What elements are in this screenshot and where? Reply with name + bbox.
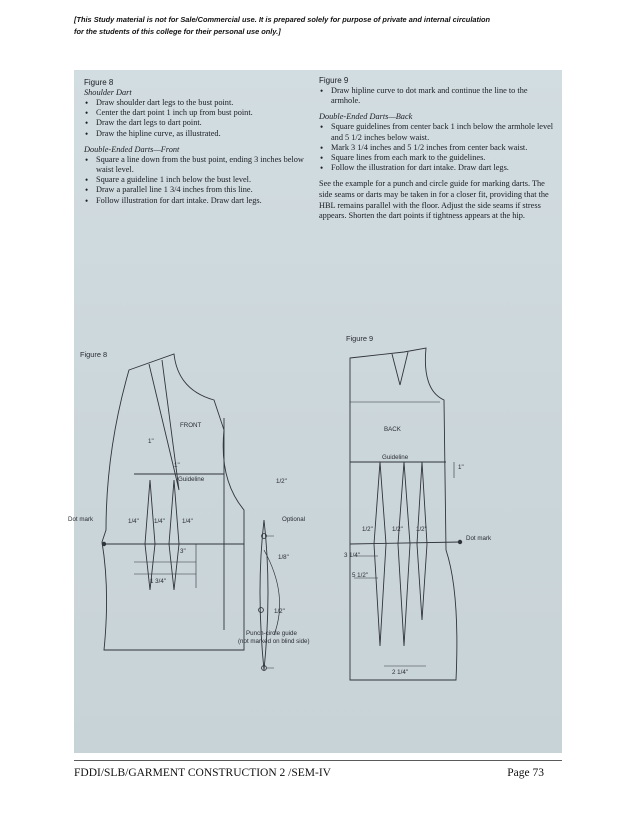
punch-caption-line-1: Punch-circle guide [246,630,297,637]
back-label-5-1-2: 5 1/2" [352,572,368,579]
label-quarter-3: 1/4" [182,518,193,525]
front-dart-1 [145,480,155,590]
front-bodice-outline [102,354,244,650]
front-dot-mark-label: Dot mark [68,516,94,523]
back-label-1-inch: 1" [458,464,464,471]
list-item: • Square a line down from the bust point, ending 3 inches below waist level. [84,155,309,175]
disclaimer-line-2: for the students of this college for their personal use only.] [74,27,281,36]
front-label: FRONT [180,422,202,429]
double-ended-back-title: Double-Ended Darts—Back [319,112,413,122]
footer-course-title: FDDI/SLB/GARMENT CONSTRUCTION 2 /SEM-IV [74,767,331,779]
back-dart-2 [398,462,410,646]
list-item: • Draw shoulder dart legs to the bust point. [84,98,309,108]
label-quarter-1: 1/4" [128,518,139,525]
back-label-2-1-4: 2 1/4" [392,669,408,676]
punch-caption-line-2: (not marked on blind side) [238,638,310,645]
label-1-inch: 1" [148,438,154,445]
back-label-half-3: 1/2" [416,526,427,533]
back-dot-mark-label: Dot mark [466,535,492,542]
back-label-half-2: 1/2" [392,526,403,533]
list-item: • Center the dart point 1 inch up from bust point. [84,108,309,118]
back-waistline [350,542,460,544]
back-dart-1 [374,462,386,646]
figure-9-intro-steps [319,86,555,106]
back-label: BACK [384,426,401,433]
list-item: • Draw hipline curve to dot mark and continue the line to the armhole. [319,86,555,106]
page-footer [74,760,562,786]
diagram-figure-8-label: Figure 8 [80,350,108,359]
back-label-half-1: 1/2" [362,526,373,533]
double-ended-front-steps [84,155,309,206]
front-dart-2 [169,480,179,590]
double-ended-front-title: Double-Ended Darts—Front [84,144,180,154]
optional-label: Optional [282,516,306,523]
right-text-column [319,76,555,222]
punch-label-half-top: 1/2" [276,478,287,485]
label-1-3-4: 1 3/4" [150,578,166,585]
list-item: • Mark 3 1/4 inches and 5 1/2 inches from center back waist. [319,143,555,153]
list-item: • Square a guideline 1 inch below the bust level. [84,175,309,185]
list-item: • Square guidelines from center back 1 inch below the armhole level and 5 1/2 inches below waist. [319,122,555,142]
list-item: • Draw the hipline curve, as illustrated. [84,129,309,139]
back-dart-3 [417,462,427,620]
figure-8-label: Figure 8 [84,78,114,87]
list-item: • Draw the dart legs to dart point. [84,118,309,128]
list-item: • Draw a parallel line 1 3/4 inches from this line. [84,185,309,195]
back-guideline-label: Guideline [382,454,409,461]
figure-9-label: Figure 9 [319,76,349,85]
shoulder-dart-steps [84,98,309,139]
scanned-textbook-page [68,70,562,753]
punch-label-half-bottom: 1/2" [274,608,285,615]
label-1-inch-2: 1" [174,462,180,469]
front-shoulder-dart [149,360,179,490]
left-text-column [84,78,309,206]
list-item: • Follow the illustration for dart intake. Draw dart legs. [319,163,555,173]
double-ended-back-steps [319,122,555,173]
front-guideline-label: Guideline [178,476,205,483]
label-3-inch: 3" [180,548,186,555]
punch-circle-dart [260,520,268,670]
back-label-3-1-4: 3 1/4" [344,552,360,559]
punch-label-eighth: 1/8" [278,554,289,561]
diagram-figure-9-label: Figure 9 [346,334,374,343]
list-item: • Square lines from each mark to the guidelines. [319,153,555,163]
label-quarter-2: 1/4" [154,518,165,525]
footer-page-number: Page 73 [507,767,544,779]
punch-circle-paragraph: See the example for a punch and circle guide for marking darts. The side seams or darts may be taken in for a closer fit, providing that the HBL remains parallel with the floor. Adjust the side seams if stress appears. Shorten the dart points if tightness appears at the hip. [319,179,549,221]
shoulder-dart-title: Shoulder Dart [84,88,132,97]
back-shoulder-dart [392,352,408,385]
list-item: • Follow illustration for dart intake. Draw dart legs. [84,196,309,206]
disclaimer-line-1: [This Study material is not for Sale/Commercial use. It is prepared solely for purpose of private and internal circulation [74,15,491,24]
pattern-diagrams [68,330,562,753]
disclaimer-header [74,14,574,38]
